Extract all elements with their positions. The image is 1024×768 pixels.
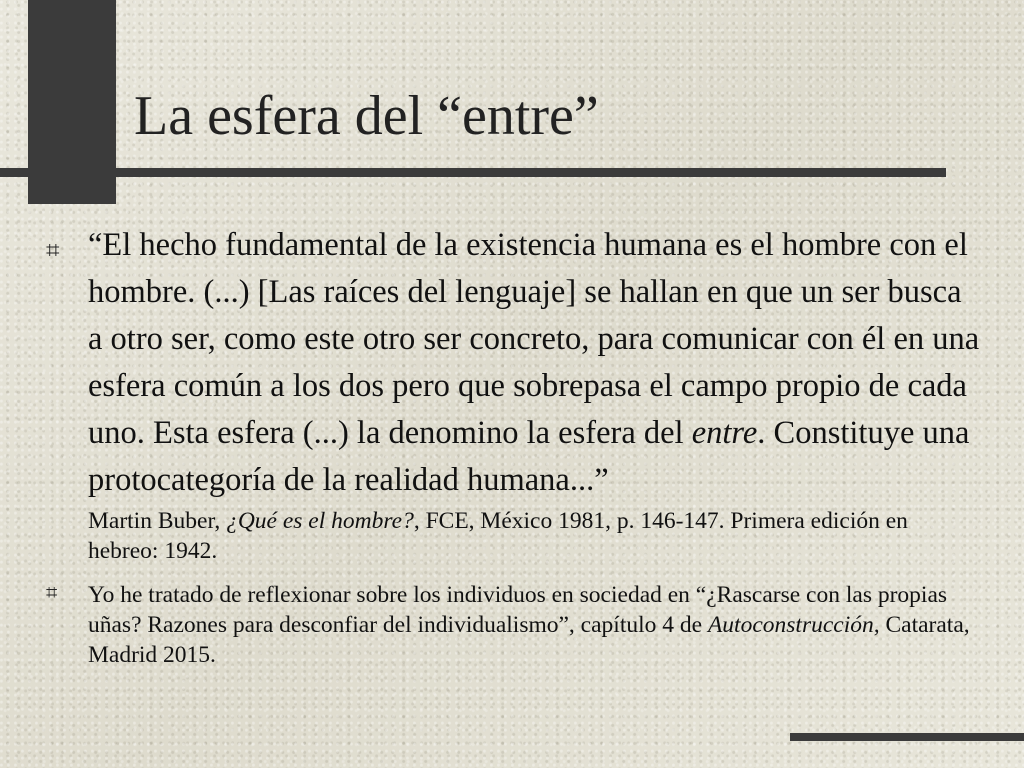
bullet-item-buber-quote	[44, 222, 984, 566]
bottom-decorative-rule	[790, 733, 1024, 741]
hash-bullet-icon: ⌗	[46, 238, 60, 264]
slide-title: La esfera del “entre”	[134, 85, 599, 147]
quote-text: “El hecho fundamental de la existencia humana es el hombre con el hombre. (...) [Las raíces del lenguaje] se hallan en que un ser busca a otro ser, como este otro ser concreto, para comunicar con él en una esfera común a los dos pero que sobrepasa el campo propio de cada uno. Esta esfera (...) la denomino la esfera del entre. Constituye una protocategoría de la realidad humana...”	[88, 227, 980, 498]
quote-citation: Martin Buber, ¿Qué es el hombre?, FCE, México 1981, p. 146-147. Primera edición en hebreo: 1942.	[88, 508, 908, 564]
hash-bullet-icon: ⌗	[46, 582, 58, 604]
author-note-text: Yo he tratado de reflexionar sobre los individuos en sociedad en “¿Rascarse con las propias uñas? Razones para desconfiar del individualismo”, capítulo 4 de Autoconstrucción, Catarata, Madrid 2015.	[88, 582, 970, 668]
title-underline-rule	[0, 168, 946, 177]
bullet-item-author-note	[44, 580, 984, 670]
bullet-list	[44, 222, 984, 670]
